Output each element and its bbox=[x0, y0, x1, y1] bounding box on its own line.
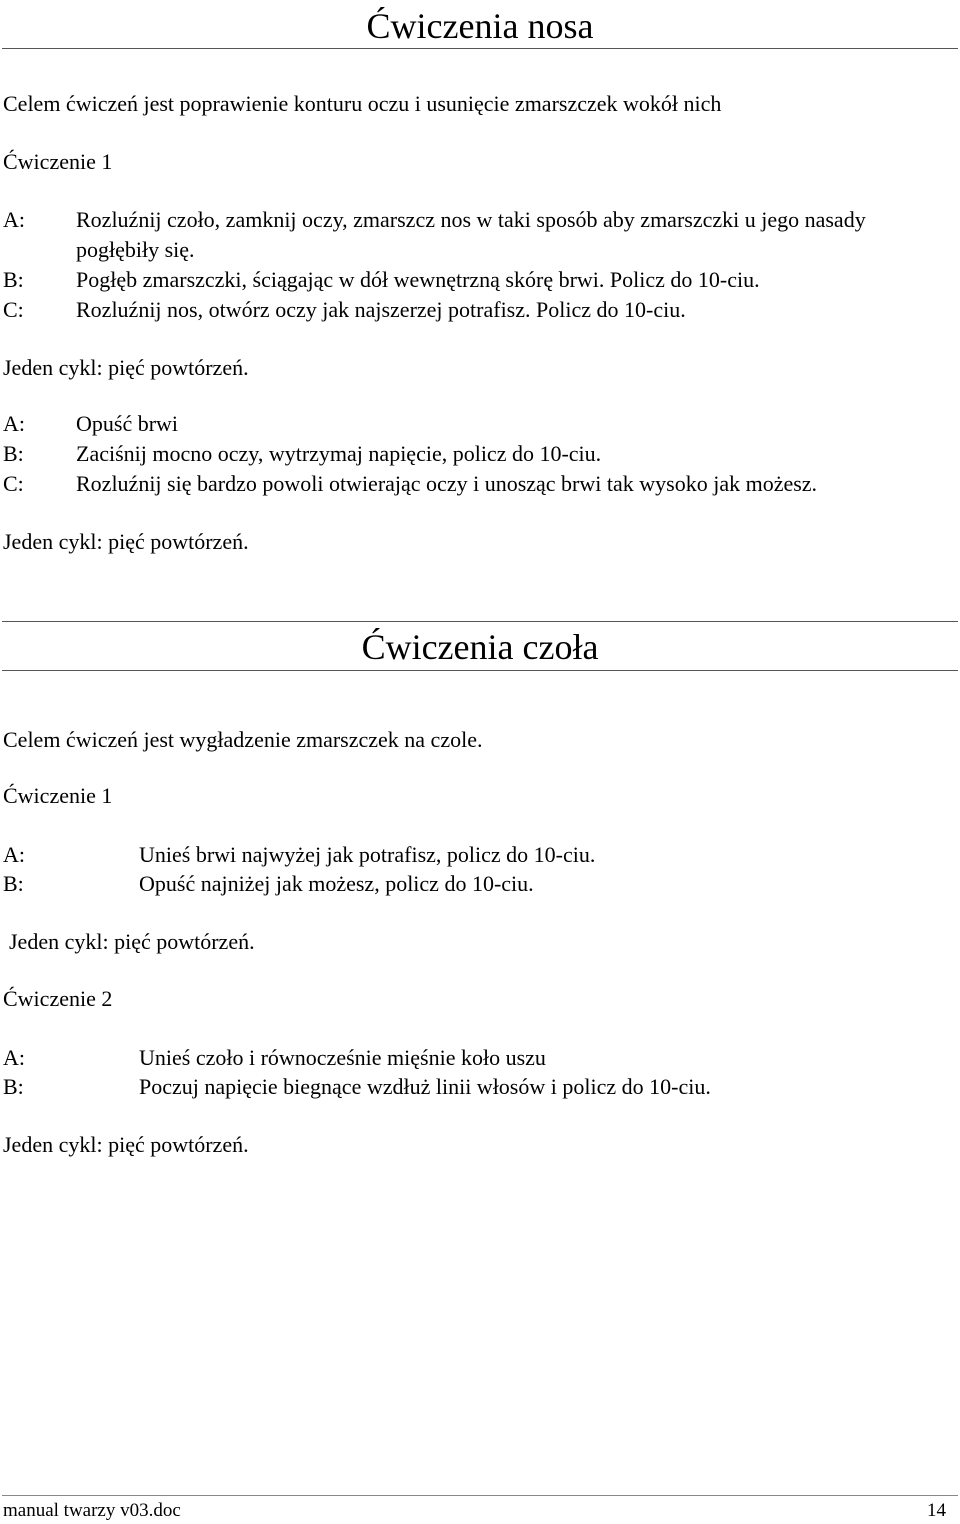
forehead-exercise-1-heading: Ćwiczenie 1 bbox=[3, 783, 113, 808]
title-rule-forehead-bottom bbox=[2, 670, 958, 671]
nose-step-b-2 bbox=[3, 439, 936, 469]
nose-step-a bbox=[3, 205, 936, 265]
step-label: B: bbox=[3, 267, 24, 292]
forehead-section-title: Ćwiczenia czoła bbox=[361, 627, 599, 667]
forehead-ex1-step-a bbox=[3, 840, 939, 870]
forehead-cycle-note-2: Jeden cykl: pięć powtórzeń. bbox=[3, 1132, 249, 1157]
step-text: Unieś czoło i równocześnie mięśnie koło uszu bbox=[139, 1045, 546, 1070]
step-text: Zaciśnij mocno oczy, wytrzymaj napięcie, policz do 10-ciu. bbox=[76, 441, 602, 466]
nose-section-title: Ćwiczenia nosa bbox=[366, 6, 594, 46]
nose-step-b bbox=[3, 265, 936, 295]
nose-step-c-2 bbox=[3, 469, 936, 499]
step-label: C: bbox=[3, 471, 24, 496]
title-rule-forehead-top bbox=[2, 621, 958, 622]
nose-cycle-note-2: Jeden cykl: pięć powtórzeń. bbox=[3, 529, 249, 554]
step-label: A: bbox=[3, 411, 25, 436]
page-footer bbox=[3, 1498, 946, 1524]
nose-step-a-2 bbox=[3, 409, 936, 439]
step-text: Rozluźnij nos, otwórz oczy jak najszerzej potrafisz. Policz do 10-ciu. bbox=[76, 297, 686, 322]
step-text: Pogłęb zmarszczki, ściągając w dół wewnętrzną skórę brwi. Policz do 10-ciu. bbox=[76, 267, 760, 292]
step-text: Rozluźnij czoło, zamknij oczy, zmarszcz nos w taki sposób aby zmarszczki u jego nasady pogłębiły się. bbox=[76, 207, 866, 262]
step-text: Opuść najniżej jak możesz, policz do 10-ciu. bbox=[139, 871, 534, 896]
forehead-ex2-step-b bbox=[3, 1072, 939, 1102]
footer-rule bbox=[2, 1495, 958, 1496]
step-label: A: bbox=[3, 842, 25, 867]
forehead-ex2-step-a bbox=[3, 1043, 939, 1073]
step-text: Opuść brwi bbox=[76, 411, 179, 436]
step-text: Poczuj napięcie biegnące wzdłuż linii włosów i policz do 10-ciu. bbox=[139, 1074, 711, 1099]
step-label: B: bbox=[3, 441, 24, 466]
footer-filename: manual twarzy v03.doc bbox=[3, 1500, 181, 1521]
step-text: Unieś brwi najwyżej jak potrafisz, policz do 10-ciu. bbox=[139, 842, 596, 867]
footer-page-number: 14 bbox=[927, 1500, 946, 1521]
step-label: C: bbox=[3, 297, 24, 322]
forehead-cycle-note-1: Jeden cykl: pięć powtórzeń. bbox=[9, 929, 255, 954]
step-label: A: bbox=[3, 207, 25, 232]
step-text: Rozluźnij się bardzo powoli otwierając oczy i unosząc brwi tak wysoko jak możesz. bbox=[76, 471, 818, 496]
forehead-exercise-2-heading: Ćwiczenie 2 bbox=[3, 986, 113, 1011]
nose-step-c bbox=[3, 295, 936, 325]
step-label: B: bbox=[3, 871, 24, 896]
nose-intro: Celem ćwiczeń jest poprawienie konturu oczu i usunięcie zmarszczek wokół nich bbox=[3, 91, 722, 116]
forehead-intro: Celem ćwiczeń jest wygładzenie zmarszczek na czole. bbox=[3, 727, 483, 752]
title-rule-nose bbox=[2, 48, 958, 49]
nose-exercise-1-heading: Ćwiczenie 1 bbox=[3, 149, 113, 174]
forehead-ex1-step-b bbox=[3, 869, 939, 899]
step-label: B: bbox=[3, 1074, 24, 1099]
nose-cycle-note-1: Jeden cykl: pięć powtórzeń. bbox=[3, 355, 249, 380]
step-label: A: bbox=[3, 1045, 25, 1070]
